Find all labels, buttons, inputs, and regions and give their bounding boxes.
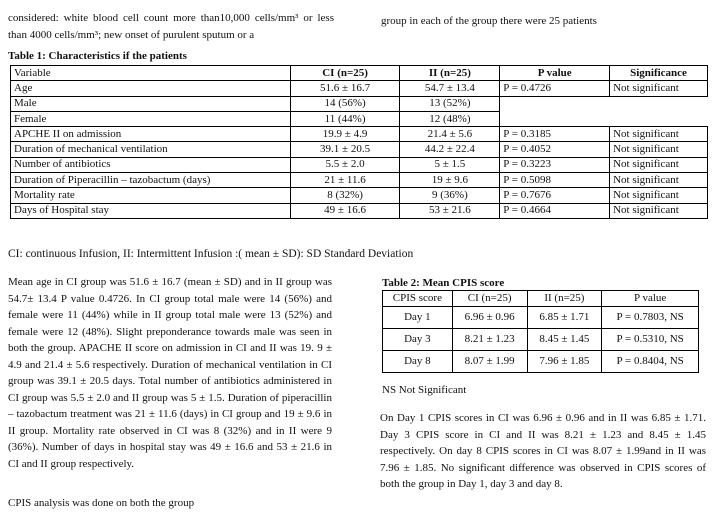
left-paragraph: Mean age in CI group was 51.6 ± 16.7 (mean ± SD) and in II group was 54.7± 13.4 P value 0.4726. In CI group total male were 14 (56%) and female were 11 (44%) while in II group total male were 13 (52%) and female were 12 (48%). Slight preponderance towards male was seen in both the group. APACHE II score on admission in CI and II was 19. 9 ± 4.9 and 21.4 ± 5.6 respectively. Duration of mechanical ventilation in CI group was 39.1 ± 20.5 days. Total number of antibiotics administered in CI group was 5.5 ± 2.0 and II group was 5 ± 1.5. Duration of piperacillin – tazobactum treatment was 21 ± 11.6 (days) in CI group and 19 ± 9.6 in II group. Mortality rate observed in CI was 8 (32%) and in II were 9 (36%). Number of days in hospital stay was 49 ± 16.6 and 53 ± 21.6 in CI and II group respectively. <box>8 276 332 470</box>
table-cell: Duration of Piperacillin – tazobactum (days) <box>11 173 291 188</box>
table-cell <box>610 111 708 126</box>
table-cell: P = 0.8404, NS <box>602 351 699 373</box>
table2-footnote: NS Not Significant <box>382 384 467 396</box>
table1-title: Table 1: Characteristics if the patients <box>8 50 187 62</box>
table-cell: 8.07 ± 1.99 <box>452 351 527 373</box>
table1-header-cell: CI (n=25) <box>290 66 400 81</box>
table-cell: P = 0.4052 <box>500 142 610 157</box>
table-cell: 49 ± 16.6 <box>290 203 400 218</box>
right-paragraph: On Day 1 CPIS scores in CI was 6.96 ± 0.96 and in II was 6.85 ± 1.71. Day 3 CPIS score in CI and II was 8.21 ± 1.23 and 8.45 ± 1.45 respectively. On day 8 CPIS scores in CI was 8.07 ± 1.99and in II was 7.96 ± 1.85. No significant difference was observed in CPIS scores of both the group in Day 1, day 3 and day 8. <box>380 412 706 490</box>
table-cell: Not significant <box>610 142 708 157</box>
table-cell: Duration of mechanical ventilation <box>11 142 291 157</box>
table-cell: Mortality rate <box>11 188 291 203</box>
table-cell: Male <box>11 96 291 111</box>
table2-header-row <box>383 291 699 307</box>
table-cell: 54.7 ± 13.4 <box>400 81 500 96</box>
table1-header-cell: II (n=25) <box>400 66 500 81</box>
table-row <box>383 329 699 351</box>
table-cell: 14 (56%) <box>290 96 400 111</box>
table-cell: 8.45 ± 1.45 <box>527 329 602 351</box>
table-cell <box>610 96 708 111</box>
table2 <box>382 290 699 373</box>
table2-header-cell: P value <box>602 291 699 307</box>
table-cell: P = 0.5098 <box>500 173 610 188</box>
table-row <box>11 188 708 203</box>
intro-left-text: considered: white blood cell count more than10,000 cells/mm³ or less than 4000 cells/mm³; new onset of purulent sputum or a <box>8 12 334 41</box>
table-cell: 21.4 ± 5.6 <box>400 127 500 142</box>
table-cell: 11 (44%) <box>290 111 400 126</box>
table1-header-cell: Significance <box>610 66 708 81</box>
table-row <box>11 111 708 126</box>
table-cell <box>500 96 610 111</box>
table-cell: 44.2 ± 22.4 <box>400 142 500 157</box>
table-cell: Not significant <box>610 81 708 96</box>
table2-header-cell: II (n=25) <box>527 291 602 307</box>
table-cell: P = 0.7676 <box>500 188 610 203</box>
table-cell: Female <box>11 111 291 126</box>
table-row <box>11 81 708 96</box>
table-cell: 8.21 ± 1.23 <box>452 329 527 351</box>
table-cell: 21 ± 11.6 <box>290 173 400 188</box>
table-cell: 13 (52%) <box>400 96 500 111</box>
left-last-line: CPIS analysis was done on both the group <box>8 497 195 509</box>
table-cell: Day 1 <box>383 307 453 329</box>
table-cell: 19 ± 9.6 <box>400 173 500 188</box>
table-row <box>11 173 708 188</box>
table-cell: 51.6 ± 16.7 <box>290 81 400 96</box>
table-cell: P = 0.3185 <box>500 127 610 142</box>
table1-header-row <box>11 66 708 81</box>
table-cell: Day 8 <box>383 351 453 373</box>
table1-header-cell: P value <box>500 66 610 81</box>
table1-footnote: CI: continuous Infusion, II: Intermittent Infusion :( mean ± SD): SD Standard Deviation <box>8 248 414 260</box>
table-cell: Not significant <box>610 157 708 172</box>
table1-header-cell: Variable <box>11 66 291 81</box>
table-cell: P = 0.3223 <box>500 157 610 172</box>
table-cell <box>500 111 610 126</box>
table-cell: P = 0.5310, NS <box>602 329 699 351</box>
table-cell: Day 3 <box>383 329 453 351</box>
intro-right-text: group in each of the group there were 25 patients <box>381 15 597 27</box>
table-cell: 12 (48%) <box>400 111 500 126</box>
table1 <box>10 65 708 219</box>
table-row <box>383 351 699 373</box>
table-cell: 8 (32%) <box>290 188 400 203</box>
table-row <box>383 307 699 329</box>
table-cell: Days of Hospital stay <box>11 203 291 218</box>
table-cell: Not significant <box>610 127 708 142</box>
table-cell: 5.5 ± 2.0 <box>290 157 400 172</box>
table-cell: 9 (36%) <box>400 188 500 203</box>
table-cell: 6.96 ± 0.96 <box>452 307 527 329</box>
table-cell: Number of antibiotics <box>11 157 291 172</box>
table2-title: Table 2: Mean CPIS score <box>382 277 505 289</box>
table-cell: APCHE II on admission <box>11 127 291 142</box>
table-cell: Not significant <box>610 188 708 203</box>
table-cell: Not significant <box>610 203 708 218</box>
table-cell: P = 0.4664 <box>500 203 610 218</box>
table-cell: 5 ± 1.5 <box>400 157 500 172</box>
table-cell: 7.96 ± 1.85 <box>527 351 602 373</box>
table-cell: Not significant <box>610 173 708 188</box>
table-row <box>11 96 708 111</box>
table-cell: 39.1 ± 20.5 <box>290 142 400 157</box>
table-row <box>11 142 708 157</box>
table-cell: Age <box>11 81 291 96</box>
table-row <box>11 127 708 142</box>
table2-header-cell: CPIS score <box>383 291 453 307</box>
table-cell: P = 0.7803, NS <box>602 307 699 329</box>
table-cell: 19.9 ± 4.9 <box>290 127 400 142</box>
table-cell: P = 0.4726 <box>500 81 610 96</box>
table2-header-cell: CI (n=25) <box>452 291 527 307</box>
table-row <box>11 203 708 218</box>
table-row <box>11 157 708 172</box>
table-cell: 53 ± 21.6 <box>400 203 500 218</box>
table-cell: 6.85 ± 1.71 <box>527 307 602 329</box>
